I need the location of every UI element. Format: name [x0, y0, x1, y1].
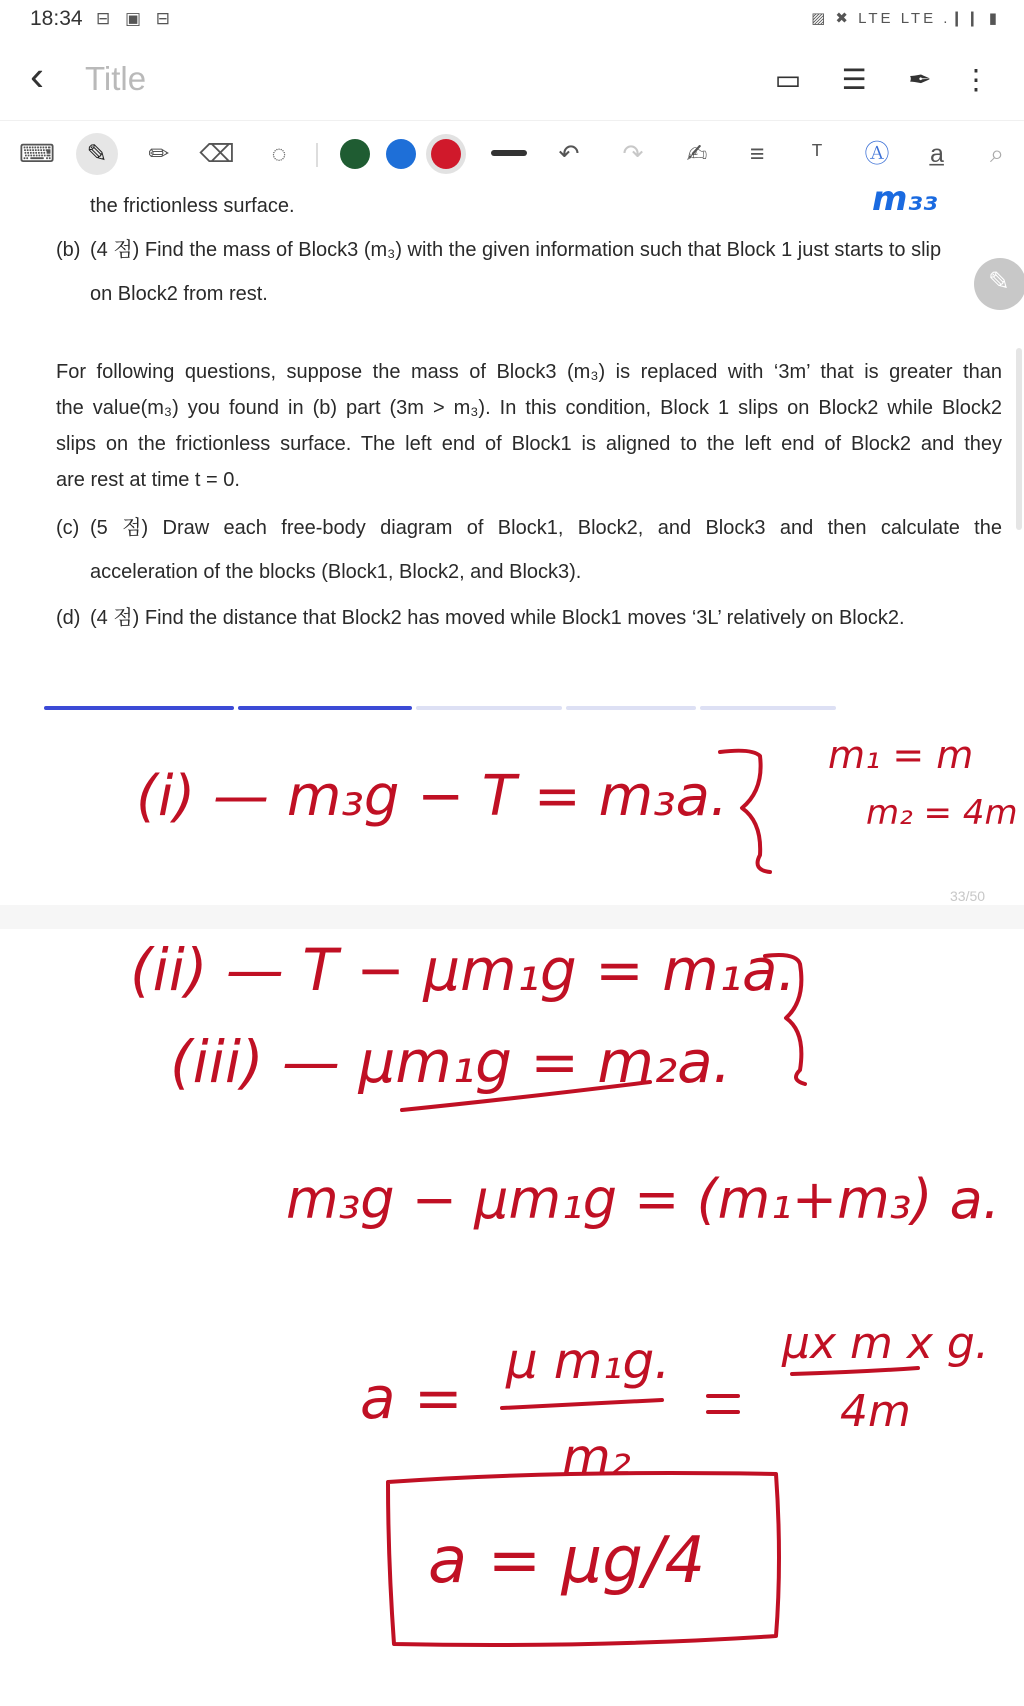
- equation-2-text: (ii) — T − μm₁g = m₁a.: [130, 936, 796, 1004]
- pencil-icon: ✎: [988, 266, 1010, 296]
- equation-5-rhs-denominator: 4m: [840, 1386, 911, 1437]
- given-m2: m₂ = 4m: [866, 793, 1018, 833]
- given-m1: m₁ = m: [828, 733, 974, 777]
- note-title[interactable]: Title: [85, 60, 147, 97]
- lasso-icon[interactable]: ◌: [271, 140, 287, 168]
- question-b-text-2: on Block2 from rest.: [90, 283, 268, 305]
- equation-5-numerator: μ m₁g.: [506, 1332, 671, 1390]
- highlighter-icon[interactable]: ✏: [148, 140, 170, 168]
- status-system-icons: ▨ ✖ LTE LTE .❙❙ ▮: [811, 10, 1000, 27]
- blue-note-text: m₃₃: [872, 179, 938, 219]
- pen-settings-icon[interactable]: ✍: [686, 140, 708, 168]
- equation-5-denominator: m₂: [562, 1428, 631, 1486]
- paragraph-line: the value(m₃) you found in (b) part (3m > m₃). In this condition, Block 1 slips on Block2 while Block2: [56, 397, 1002, 419]
- equation-5-lhs: a =: [360, 1364, 463, 1432]
- question-c-text-2: acceleration of the blocks (Block1, Block2, and Block3).: [90, 561, 582, 583]
- menu-list-icon[interactable]: ☰: [841, 64, 867, 95]
- doc-line: the frictionless surface.: [90, 195, 295, 217]
- question-c-label: (c): [56, 517, 80, 539]
- equation-4: [286, 1168, 1000, 1231]
- question-b-text: (4 점) Find the mass of Block3 (m₃) with the given information such that Block 1 just starts to slip: [90, 239, 942, 261]
- eraser-icon[interactable]: ⌫: [199, 140, 235, 168]
- ai-text-icon[interactable]: Ⓐ: [864, 140, 890, 168]
- book-icon[interactable]: ▭: [774, 64, 802, 95]
- equation-1: [136, 733, 1018, 872]
- equation-1-text: (i) — m₃g − T = m₃a.: [136, 764, 728, 829]
- paragraph-line: slips on the frictionless surface. The left end of Block1 is aligned to the left end of Block2 and they: [56, 433, 1002, 455]
- question-b-label: (b): [56, 239, 81, 261]
- equation-5: [360, 1318, 989, 1486]
- translate-icon[interactable]: a̲: [930, 140, 944, 168]
- keyboard-icon[interactable]: ⌨: [18, 140, 56, 168]
- undo-icon[interactable]: ↶: [558, 140, 580, 168]
- equation-2: [130, 936, 796, 1004]
- search-icon[interactable]: ⌕: [989, 140, 1004, 168]
- redo-icon[interactable]: ↷: [622, 140, 644, 168]
- blue-note: [872, 179, 937, 219]
- question-d-text: (4 점) Find the distance that Block2 has moved while Block1 moves ‘3L’ relatively on Block2.: [90, 607, 905, 629]
- attach-icon[interactable]: ✒: [908, 64, 932, 95]
- equation-4-text: m₃g − μm₁g = (m₁+m₃) a.: [286, 1168, 1000, 1231]
- text-align-icon[interactable]: ≡: [749, 140, 765, 168]
- status-notification-icons: ⊟ ▣ ⊟: [96, 9, 175, 28]
- result-text: a = μg/4: [428, 1524, 706, 1598]
- boxed-result: [388, 1473, 779, 1645]
- equation-3-text: (iii) — μm₁g = m₂a.: [170, 1028, 732, 1096]
- more-icon[interactable]: ⋮: [962, 64, 990, 95]
- back-icon[interactable]: ‹: [30, 52, 44, 99]
- equation-5-rhs-numerator: μx m x g.: [782, 1318, 989, 1369]
- paragraph-line: For following questions, suppose the mass of Block3 (m₃) is replaced with ‘3m’ that is greater than: [56, 361, 1002, 383]
- question-c-text: (5 점) Draw each free-body diagram of Block1, Block2, and Block3 and then calculate the: [90, 517, 1002, 539]
- page-number: 33/50: [950, 888, 986, 904]
- status-time: 18:34: [30, 7, 83, 30]
- fraction-bar-1: [502, 1400, 662, 1408]
- pen-icon[interactable]: ✎: [76, 133, 118, 175]
- paragraph-line: are rest at time t = 0.: [56, 469, 240, 491]
- question-d-label: (d): [56, 607, 81, 629]
- text-style-icon[interactable]: ᵀ: [811, 140, 823, 168]
